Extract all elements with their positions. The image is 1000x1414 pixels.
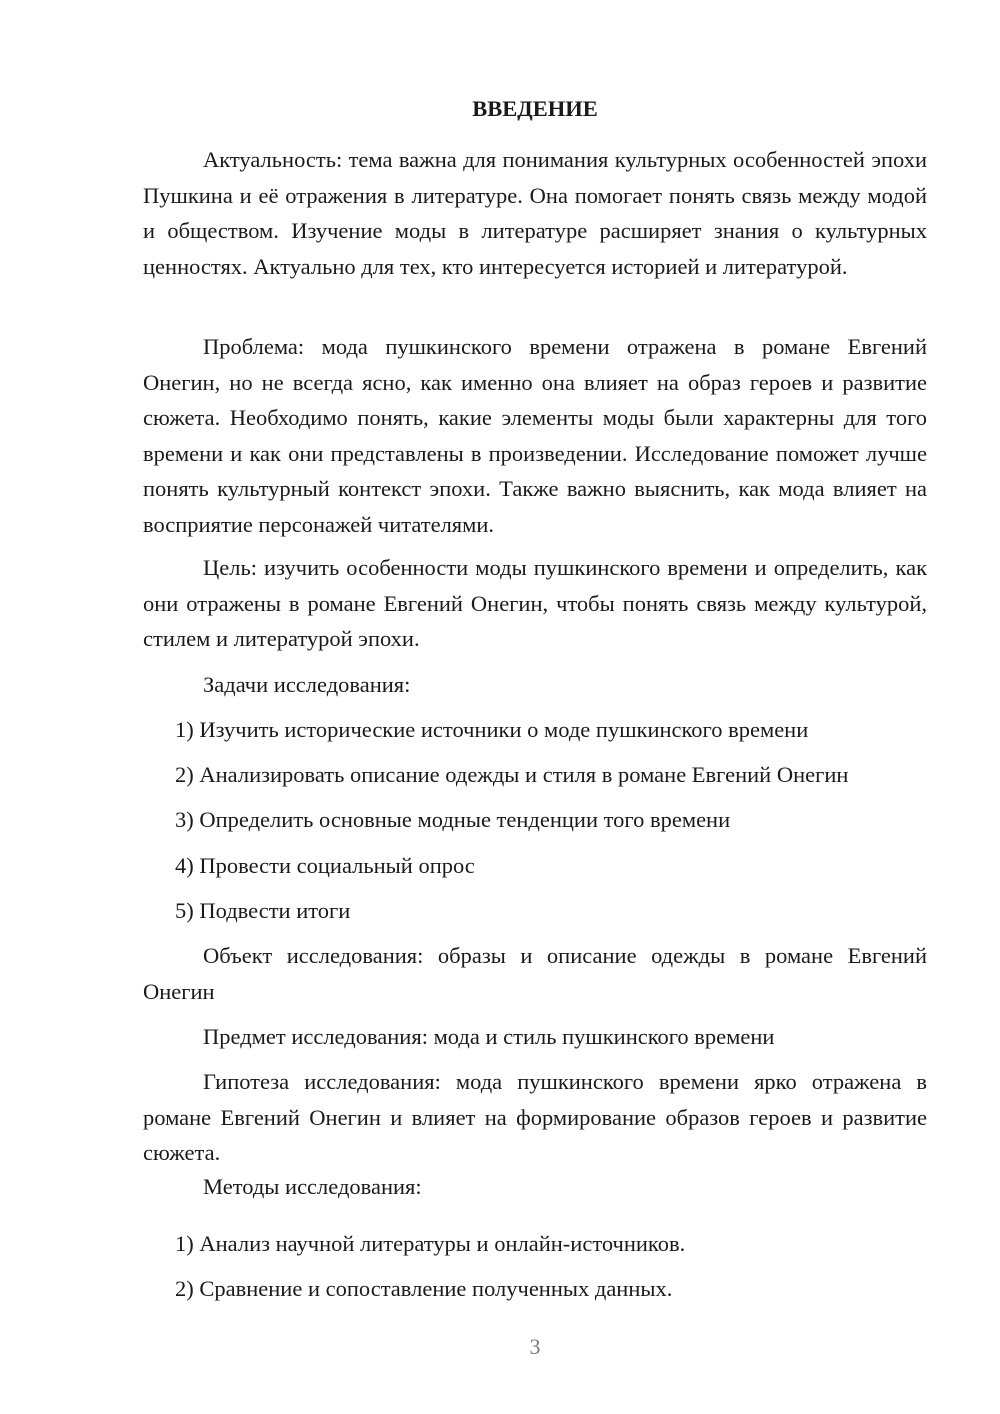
task-item: 5) Подвести итоги bbox=[175, 898, 351, 923]
goal-paragraph: Цель: изучить особенности моды пушкинского времени и определить, как они отражены в романе Евгений Онегин, чтобы понять связь между культурой, стилем и литературой эпохи. bbox=[143, 555, 927, 651]
tasks-heading: Задачи исследования: bbox=[203, 672, 411, 697]
relevance-paragraph: Актуальность: тема важна для понимания культурных особенностей эпохи Пушкина и её отражения в литературе. Она помогает понять связь между модой и обществом. Изучение моды в литературе расширяет знания о культурных ценностях. Актуально для тех, кто интересуется историей и литературой. bbox=[143, 147, 927, 279]
page-title: ВВЕДЕНИЕ bbox=[472, 96, 598, 121]
object-paragraph: Объект исследования: образы и описание одежды в романе Евгений Онегин bbox=[143, 943, 927, 1004]
subject-paragraph: Предмет исследования: мода и стиль пушкинского времени bbox=[203, 1024, 775, 1049]
problem-paragraph: Проблема: мода пушкинского времени отражена в романе Евгений Онегин, но не всегда ясно, как именно она влияет на образ героев и развитие сюжета. Необходимо понять, какие элементы моды были характерны для того времени и как они представлены в произведении. Исследование поможет лучше понять культурный контекст эпохи. Также важно выяснить, как мода влияет на восприятие персонажей читателями. bbox=[143, 334, 927, 537]
methods-heading: Методы исследования: bbox=[203, 1174, 422, 1199]
task-item: 2) Анализировать описание одежды и стиля в романе Евгений Онегин bbox=[175, 762, 849, 787]
task-item: 3) Определить основные модные тенденции того времени bbox=[175, 807, 731, 832]
task-item: 1) Изучить исторические источники о моде пушкинского времени bbox=[175, 717, 809, 742]
task-item: 4) Провести социальный опрос bbox=[175, 853, 475, 878]
page-number: 3 bbox=[529, 1334, 541, 1359]
method-item: 2) Сравнение и сопоставление полученных данных. bbox=[175, 1276, 673, 1301]
method-item: 1) Анализ научной литературы и онлайн-источников. bbox=[175, 1231, 686, 1256]
hypothesis-paragraph: Гипотеза исследования: мода пушкинского времени ярко отражена в романе Евгений Онегин и влияет на формирование образов героев и развитие сюжета. bbox=[143, 1069, 927, 1165]
